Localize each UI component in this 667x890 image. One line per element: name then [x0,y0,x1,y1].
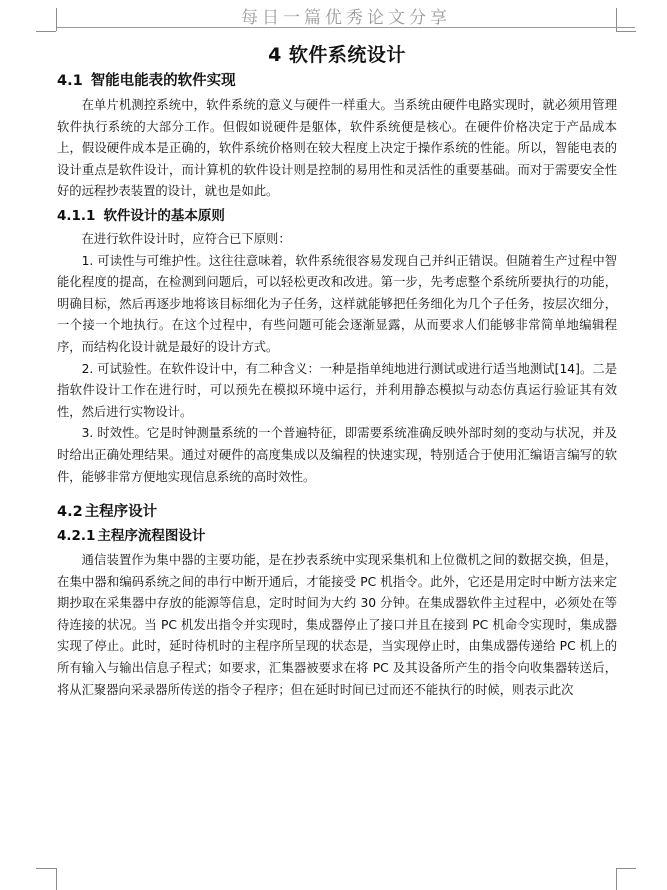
section-heading-4-1 [57,71,617,91]
chapter-title: 4 软件系统设计 [268,44,406,66]
paragraph-4-2-1: 通信装置作为集中器的主要功能，是在抄表系统中实现采集机和上位微机之间的数据交换，但是，在集中器和编码系统之间的串行中断开通后，才能接受 PC 机指令。此外，它还是用定时中断方法来定期抄取在采集器中存放的能源等信息，定时时间为大约 30 分钟。在集成器软件主过程中，必须处在等待连接的状况。当 PC 机发出指令并实现时，集成器停止了接口并且在接到 PC 机命令实现时，集成器实现了停止。此时，延时待机时的主程序所呈现的状态是，当实现停止时，由集成器传递给 PC 机上的所有输入与输出信息子程式；如要求，汇集器被要求在将 PC 及其设备所产生的指令向收集器转送后，将从汇聚器向采录器所传送的指令子程序；但在延时时间已过而还不能执行的时候，则表示此次 [57,553,617,697]
crop-mark-bottom-left-h [36,868,56,869]
crop-mark-bottom-left-v [56,868,57,890]
crop-mark-top-right-h [616,31,636,32]
section-title: 主程序流程图设计 [97,528,206,545]
paragraph-principle-3: 3. 时效性。它是时钟测量系统的一个普遍特征，即需要系统准确反映外部时刻的变动与状况，并及时给出正确处理结果。通过对硬件的高度集成以及编程的快速实现，特别适合于使用汇编语言编写的软件，能够非常方便地实现信息系统的高时效性。 [57,426,617,484]
section-heading-4-2 [57,502,617,522]
section-title: 智能电能表的软件实现 [90,73,236,89]
header-title: 每日一篇优秀论文分享 [241,8,451,28]
crop-mark-bottom-right-h [616,868,636,869]
crop-mark-bottom-right-v [616,868,617,890]
section-number: 4.1.1 [57,207,96,224]
paragraph-principle-2: 2. 可试验性。在软件设计中，有二种含义：一种是指单纯地进行测试或进行适当地测试[14]。二是指软件设计工作在进行时，可以预先在模拟环境中运行，并利用静态模拟与动态仿真运行验证其有效性，然后进行实物设计。 [57,361,617,419]
section-title: 软件设计的基本原则 [103,207,225,224]
section-number: 4.2.1 [57,528,96,545]
section-heading-4-1-1 [57,206,617,226]
document-page [57,40,617,701]
crop-mark-top-left-h [36,31,56,32]
section-number: 4.2 [57,504,83,521]
paragraph-principle-1: 1. 可读性与可维护性。这往往意味着，软件系统很容易发现自己并纠正错误。但随着生产过程中智能化程度的提高，在检测到问题后，可以轻松更改和改进。第一步，先考虑整个系统所要执行的功能，明确目标，然后再逐步地将该目标细化为子任务，这样就能够把任务细化为几个子任务，按层次细分，一个接一个地执行。在这个过程中，有些问题可能会逐渐显露，从而要求人们能够非常简单地编辑程序，而结构化设计就是最好的设计方式。 [57,253,617,354]
paragraph-intro: 在进行软件设计时，应符合已下原则： [81,231,291,246]
section-heading-4-2-1 [57,526,617,546]
page-header [57,0,635,28]
section-number: 4.1 [57,73,83,89]
section-title: 主程序设计 [84,504,158,521]
paragraph-4-1: 在单片机测控系统中，软件系统的意义与硬件一样重大。当系统由硬件电路实现时，就必须用管理软件执行系统的大部分工作。但假如说硬件是躯体，软件系统便是核心。在硬件价格决定于产品成本上，假设硬件成本是正确的，软件系统价格则在较大程度上决定于操作系统的性能。所以，智能电表的设计重点是软件设计，而计算机的软件设计则是控制的易用性和灵活性的重要基础。而对于需要安全性好的远程抄表装置的设计，就也是如此。 [57,98,617,199]
